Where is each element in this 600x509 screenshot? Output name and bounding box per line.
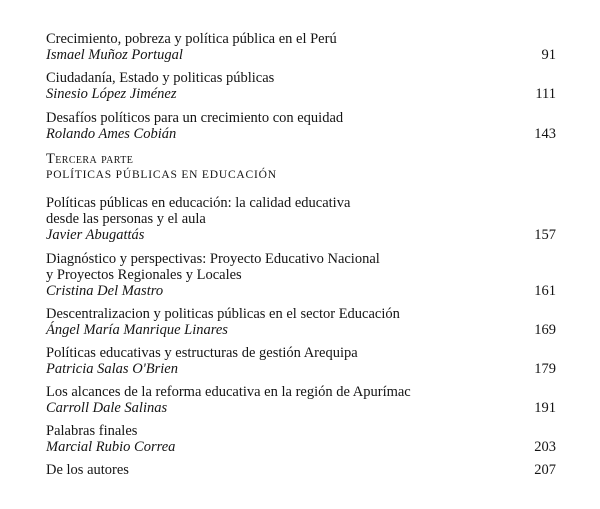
- toc-entry: [46, 306, 556, 338]
- toc-entry: [46, 345, 556, 377]
- entry-author: Javier Abugattás: [46, 227, 145, 243]
- entry-author: Sinesio López Jiménez: [46, 86, 177, 102]
- entry-page-number: 179: [534, 361, 556, 377]
- toc-entry: [46, 423, 556, 455]
- toc-entry: [46, 70, 556, 102]
- entry-page-number: 111: [535, 86, 556, 102]
- entry-page-number: 169: [534, 322, 556, 338]
- entry-title: Los alcances de la reforma educativa en la región de Apurímac: [46, 384, 411, 400]
- entry-page-number: 207: [534, 462, 556, 478]
- entry-title: Políticas educativas y estructuras de gestión Arequipa: [46, 345, 358, 361]
- entry-title: Ciudadanía, Estado y politicas públicas: [46, 70, 275, 86]
- entry-title: Descentralizacion y politicas públicas en el sector Educación: [46, 306, 400, 322]
- entry-page-number: 203: [534, 439, 556, 455]
- entry-author: Patricia Salas O'Brien: [46, 361, 178, 377]
- entry-author: Cristina Del Mastro: [46, 283, 164, 299]
- entry-title: Políticas públicas en educación: la calidad educativa: [46, 195, 351, 211]
- entry-author: Carroll Dale Salinas: [46, 400, 168, 416]
- entry-page-number: 157: [534, 227, 556, 243]
- entry-page-number: 143: [534, 126, 556, 142]
- entry-author: Marcial Rubio Correa: [46, 439, 176, 455]
- toc-entry: [46, 251, 556, 299]
- toc-entry: [46, 110, 556, 142]
- entry-title: Palabras finales: [46, 423, 138, 439]
- entry-title-continued: desde las personas y el aula: [46, 211, 206, 227]
- entry-author: Ismael Muñoz Portugal: [46, 47, 183, 63]
- entry-author: Ángel María Manrique Linares: [46, 322, 228, 338]
- part-title: POLÍTICAS PÚBLICAS EN EDUCACIÓN: [46, 169, 277, 181]
- toc-entry: [46, 31, 556, 63]
- toc-entry: [46, 462, 556, 478]
- entry-page-number: 161: [534, 283, 556, 299]
- entry-author: Rolando Ames Cobián: [46, 126, 177, 142]
- part-label: Tercera parte: [46, 151, 134, 167]
- entry-title: Crecimiento, pobreza y política pública en el Perú: [46, 31, 337, 47]
- toc-entry: [46, 195, 556, 243]
- entry-title: Desafíos políticos para un crecimiento con equidad: [46, 110, 344, 126]
- entry-title-continued: y Proyectos Regionales y Locales: [46, 267, 242, 283]
- entry-page-number: 191: [534, 400, 556, 416]
- entry-title: Diagnóstico y perspectivas: Proyecto Educativo Nacional: [46, 251, 380, 267]
- entry-title: De los autores: [46, 462, 129, 478]
- toc-entry: [46, 384, 556, 416]
- entry-page-number: 91: [541, 47, 556, 63]
- section-heading: [46, 151, 556, 183]
